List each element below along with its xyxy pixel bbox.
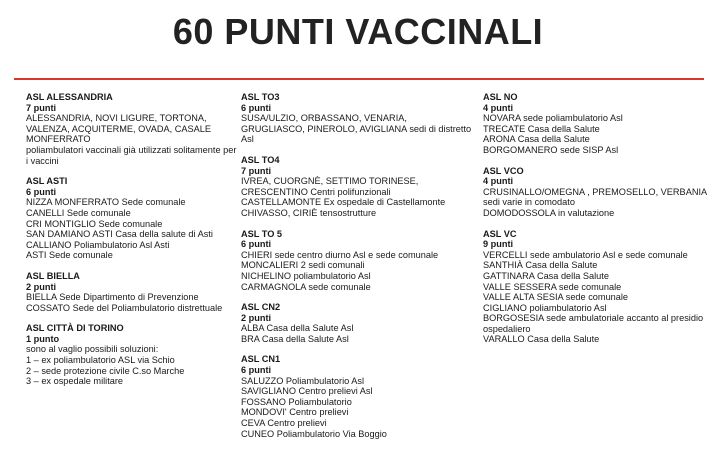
location-line: CRUSINALLO/OMEGNA , PREMOSELLO, VERBANIA sedi varie in comodato: [483, 186, 707, 208]
page-title: 60 PUNTI VACCINALI: [172, 11, 544, 52]
location-line: MONDOVI' Centro prelievi: [241, 407, 349, 418]
location-line: BORGOMANERO sede SISP Asl: [483, 144, 619, 155]
asl-section: [26, 271, 238, 313]
location-line: SANTHIÀ Casa della Salute: [483, 260, 598, 271]
points-count: 6 punti: [241, 365, 272, 376]
location-line: BORGOSESIA sede ambulatoriale accanto al presidio ospedaliero: [483, 313, 704, 334]
location-line: VALLE SESSERA sede comunale: [483, 281, 622, 292]
points-count: 7 punti: [26, 102, 57, 113]
location-line: VARALLO Casa della Salute: [483, 334, 600, 345]
location-line: CASTELLAMONTE Ex ospedale di Castellamonte: [241, 197, 446, 208]
location-line: CALLIANO Poliambulatorio Asl Asti: [26, 239, 170, 250]
column-2: [241, 92, 473, 449]
location-line: CEVA Centro prelievi: [241, 418, 327, 429]
location-line: VALLE ALTA SESIA sede comunale: [483, 292, 629, 303]
location-line: CHIVASSO, CIRIÈ tensostrutture: [241, 207, 377, 218]
location-line: SALUZZO Poliambulatorio Asl: [241, 375, 365, 386]
asl-name: ASL TO4: [241, 154, 280, 165]
asl-section: [26, 92, 238, 166]
location-line: BIELLA Sede Dipartimento di Prevenzione: [26, 292, 199, 303]
location-line: ASTI Sede comunale: [26, 250, 113, 261]
location-line: CANELLI Sede comunale: [26, 207, 131, 218]
asl-name: ASL VCO: [483, 165, 524, 176]
points-count: 4 punti: [483, 102, 514, 113]
location-line: FOSSANO Poliambulatorio: [241, 396, 352, 407]
location-line: SUSA/ULZIO, ORBASSANO, VENARIA, GRUGLIASCO, PINEROLO, AVIGLIANA sedi di distretto Asl: [241, 113, 472, 145]
red-divider: [14, 78, 704, 80]
asl-section: [26, 323, 238, 387]
asl-name: ASL TO 5: [241, 228, 283, 239]
location-line: SAN DAMIANO ASTI Casa della salute di Asti: [26, 229, 213, 240]
location-line: NIZZA MONFERRATO Sede comunale: [26, 197, 186, 208]
points-count: 6 punti: [26, 186, 57, 197]
points-count: 6 punti: [241, 102, 272, 113]
points-count: 6 punti: [241, 239, 272, 250]
location-line: VERCELLI sede ambulatorio Asl e sede comunale: [483, 249, 688, 260]
location-line: CIGLIANO poliambulatorio Asl: [483, 302, 607, 313]
location-line: GATTINARA Casa della Salute: [483, 270, 609, 281]
location-line: DOMODOSSOLA in valutazione: [483, 207, 615, 218]
location-line: 1 – ex poliambulatorio ASL via Schio: [26, 355, 175, 366]
location-line: CRI MONTIGLIO Sede comunale: [26, 218, 163, 229]
column-1: [26, 92, 238, 397]
location-line: IVREA, CUORGNÈ, SETTIMO TORINESE,: [241, 176, 419, 187]
location-line: ALESSANDRIA, NOVI LIGURE, TORTONA, VALENZA, ACQUITERME, OVADA, CASALE MONFERRATO: [26, 113, 211, 145]
column-3: [483, 92, 709, 355]
location-line: MONCALIERI 2 sedi comunali: [241, 260, 365, 271]
location-line: CARMAGNOLA sede comunale: [241, 281, 371, 292]
asl-section: [241, 354, 473, 439]
location-line: ALBA Casa della Salute Asl: [241, 323, 354, 334]
location-line: NICHELINO poliambulatorio Asl: [241, 270, 371, 281]
location-line: sono al vaglio possibili soluzioni:: [26, 344, 159, 355]
asl-name: ASL CN2: [241, 302, 281, 313]
location-line: SAVIGLIANO Centro prelievi Asl: [241, 386, 373, 397]
location-line: ARONA Casa della Salute: [483, 134, 590, 145]
points-count: 2 punti: [26, 281, 57, 292]
points-count: 2 punti: [241, 312, 272, 323]
asl-section: [26, 176, 238, 261]
asl-section: [241, 229, 473, 293]
asl-section: [483, 166, 709, 219]
points-count: 7 punti: [241, 165, 272, 176]
location-line: CUNEO Poliambulatorio Via Boggio: [241, 428, 387, 439]
points-count: 9 punti: [483, 239, 514, 250]
asl-name: ASL BIELLA: [26, 270, 80, 281]
asl-name: ASL NO: [483, 92, 518, 102]
location-line: CHIERI sede centro diurno Asl e sede comunale: [241, 249, 439, 260]
asl-section: [483, 229, 709, 346]
location-line: BRA Casa della Salute Asl: [241, 333, 349, 344]
asl-name: ASL TO3: [241, 92, 280, 102]
asl-section: [241, 155, 473, 219]
location-line: CRESCENTINO Centri polifunzionali: [241, 186, 391, 197]
asl-section: [483, 92, 709, 156]
location-line: COSSATO Sede del Poliambulatorio distrettuale: [26, 302, 223, 313]
location-line: 2 – sede protezione civile C.so Marche: [26, 365, 185, 376]
points-count: 4 punti: [483, 176, 514, 187]
asl-name: ASL ASTI: [26, 176, 68, 187]
asl-section: [241, 302, 473, 344]
points-count: 1 punto: [26, 333, 60, 344]
asl-name: ASL CITTÀ DI TORINO: [26, 323, 124, 334]
asl-name: ASL VC: [483, 228, 517, 239]
location-line: TRECATE Casa della Salute: [483, 123, 600, 134]
asl-section: [241, 92, 473, 145]
asl-name: ASL ALESSANDRIA: [26, 92, 113, 102]
location-line: NOVARA sede poliambulatorio Asl: [483, 113, 623, 124]
location-line: 3 – ex ospedale militare: [26, 376, 124, 387]
asl-name: ASL CN1: [241, 354, 281, 365]
location-line: poliambulatori vaccinali già utilizzati solitamente per i vaccini: [26, 144, 237, 166]
